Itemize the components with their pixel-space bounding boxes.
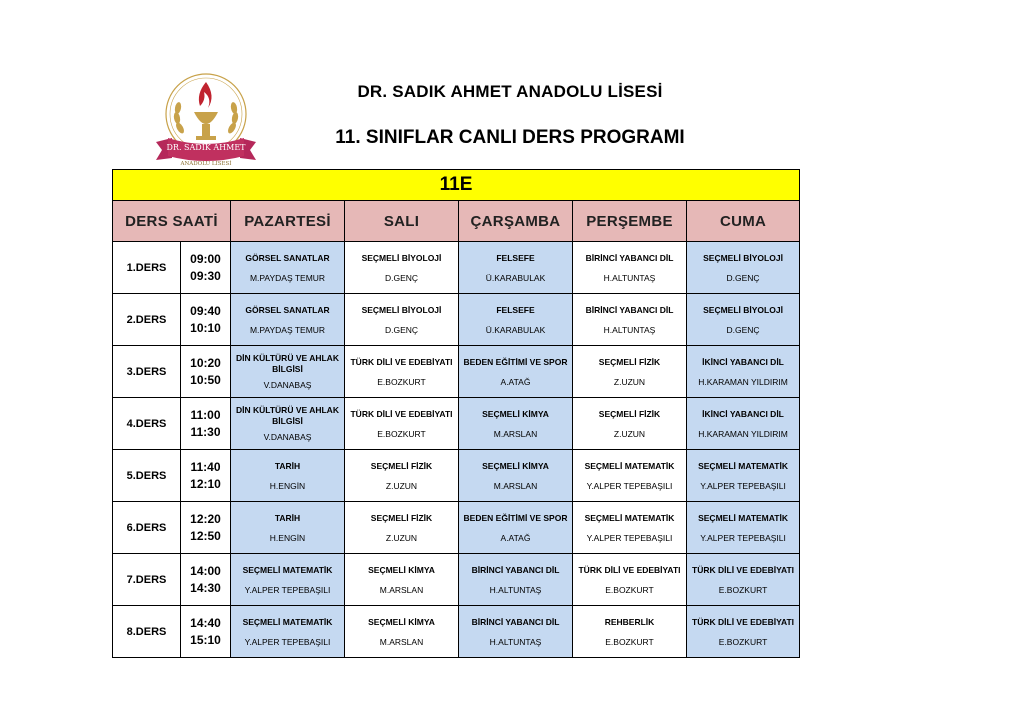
teacher-name: D.GENÇ bbox=[726, 272, 760, 283]
teacher-name: M.PAYDAŞ TEMUR bbox=[249, 324, 326, 335]
teacher-name: Y.ALPER TEPEBAŞILI bbox=[700, 480, 786, 491]
schedule-cell bbox=[573, 502, 687, 554]
lesson-start-time: 09:40 bbox=[190, 303, 221, 318]
subject-name: SEÇMELİ FİZİK bbox=[370, 512, 433, 523]
lesson-end-time: 10:50 bbox=[190, 372, 221, 387]
lesson-label: 5.DERS bbox=[113, 450, 181, 502]
lesson-start-time: 12:20 bbox=[190, 511, 221, 526]
subject-name: SEÇMELİ KİMYA bbox=[482, 408, 549, 419]
schedule-cell bbox=[231, 502, 345, 554]
lesson-end-time: 10:10 bbox=[190, 320, 221, 335]
schedule-cell bbox=[687, 554, 800, 606]
schedule-cell bbox=[345, 398, 459, 450]
schedule-cell bbox=[687, 294, 800, 346]
subject-name: SEÇMELİ FİZİK bbox=[370, 460, 433, 471]
teacher-name: Y.ALPER TEPEBAŞILI bbox=[700, 532, 786, 543]
schedule-cell bbox=[345, 554, 459, 606]
lesson-label: 2.DERS bbox=[113, 294, 181, 346]
teacher-name: H.KARAMAN YILDIRIM bbox=[698, 376, 788, 387]
column-header-ders-saati: DERS SAATİ bbox=[113, 201, 231, 242]
schedule-cell bbox=[231, 606, 345, 658]
lesson-start-time: 10:20 bbox=[190, 355, 221, 370]
lesson-label: 3.DERS bbox=[113, 346, 181, 398]
lesson-start-time: 09:00 bbox=[190, 251, 221, 266]
lesson-row bbox=[113, 346, 800, 398]
school-name: DR. SADIK AHMET ANADOLU LİSESİ bbox=[357, 82, 663, 101]
subject-name: SEÇMELİ MATEMATİK bbox=[242, 616, 333, 627]
schedule-cell bbox=[345, 606, 459, 658]
lesson-end-time: 15:10 bbox=[190, 632, 221, 647]
subject-name: TÜRK DİLİ VE EDEBİYATI bbox=[692, 564, 795, 575]
column-header-carsamba: ÇARŞAMBA bbox=[459, 201, 573, 242]
lesson-label: 8.DERS bbox=[113, 606, 181, 658]
teacher-name: H.ALTUNTAŞ bbox=[489, 584, 542, 595]
lesson-row bbox=[113, 554, 800, 606]
lesson-time bbox=[181, 398, 231, 450]
lesson-time bbox=[181, 450, 231, 502]
schedule-cell bbox=[231, 554, 345, 606]
teacher-name: M.ARSLAN bbox=[493, 480, 538, 491]
schedule-cell bbox=[231, 346, 345, 398]
lesson-row bbox=[113, 294, 800, 346]
lesson-time bbox=[181, 346, 231, 398]
lesson-row bbox=[113, 398, 800, 450]
subject-name: GÖRSEL SANATLAR bbox=[245, 252, 330, 263]
subject-name: BEDEN EĞİTİMİ VE SPOR bbox=[463, 512, 568, 523]
lesson-end-time: 14:30 bbox=[190, 580, 221, 595]
teacher-name: Ü.KARABULAK bbox=[485, 324, 546, 335]
lesson-end-time: 09:30 bbox=[190, 268, 221, 283]
teacher-name: D.GENÇ bbox=[726, 324, 760, 335]
schedule-cell bbox=[231, 450, 345, 502]
subject-name: İKİNCİ YABANCI DİL bbox=[702, 356, 784, 367]
subject-name: SEÇMELİ KİMYA bbox=[368, 564, 435, 575]
teacher-name: E.BOZKURT bbox=[605, 636, 654, 647]
lesson-row bbox=[113, 450, 800, 502]
teacher-name: Y.ALPER TEPEBAŞILI bbox=[586, 480, 673, 491]
subject-name: BİRİNCİ YABANCI DİL bbox=[585, 252, 674, 263]
column-header-persembe: PERŞEMBE bbox=[573, 201, 687, 242]
teacher-name: Z.UZUN bbox=[613, 428, 646, 439]
schedule-cell bbox=[459, 398, 573, 450]
teacher-name: Z.UZUN bbox=[385, 532, 418, 543]
subject-name: FELSEFE bbox=[496, 304, 535, 315]
teacher-name: Z.UZUN bbox=[613, 376, 646, 387]
schedule-cell bbox=[687, 398, 800, 450]
logo-sub-text: ANADOLU LİSESİ bbox=[180, 161, 232, 167]
teacher-name: M.PAYDAŞ TEMUR bbox=[249, 272, 326, 283]
lesson-start-time: 14:00 bbox=[190, 563, 221, 578]
subject-name: GÖRSEL SANATLAR bbox=[245, 304, 330, 315]
teacher-name: E.BOZKURT bbox=[718, 584, 768, 595]
subject-name: BİRİNCİ YABANCI DİL bbox=[471, 616, 560, 627]
schedule-cell bbox=[345, 294, 459, 346]
subject-name: TARİH bbox=[274, 460, 301, 471]
subject-name: BİRİNCİ YABANCI DİL bbox=[471, 564, 560, 575]
teacher-name: D.GENÇ bbox=[384, 324, 419, 335]
lesson-row bbox=[113, 606, 800, 658]
subject-name: TÜRK DİLİ VE EDEBİYATI bbox=[578, 564, 681, 575]
lesson-row bbox=[113, 242, 800, 294]
subject-name: DİN KÜLTÜRÜ VE AHLAK BİLGİSİ bbox=[236, 405, 339, 426]
teacher-name: A.ATAĞ bbox=[500, 532, 531, 543]
subject-name: SEÇMELİ BİYOLOJİ bbox=[703, 252, 783, 263]
lesson-time bbox=[181, 242, 231, 294]
teacher-name: M.ARSLAN bbox=[379, 584, 424, 595]
teacher-name: M.ARSLAN bbox=[379, 636, 424, 647]
schedule-cell bbox=[345, 242, 459, 294]
teacher-name: V.DANABAŞ bbox=[263, 432, 312, 442]
teacher-name: M.ARSLAN bbox=[493, 428, 538, 439]
schedule-cell bbox=[459, 346, 573, 398]
schedule-cell bbox=[231, 242, 345, 294]
lesson-label: 1.DERS bbox=[113, 242, 181, 294]
column-header-cuma: CUMA bbox=[687, 201, 800, 242]
subject-name: BEDEN EĞİTİMİ VE SPOR bbox=[463, 356, 568, 367]
column-header-pazartesi: PAZARTESİ bbox=[231, 201, 345, 242]
schedule-cell bbox=[573, 606, 687, 658]
subject-name: SEÇMELİ FİZİK bbox=[598, 356, 661, 367]
subject-name: SEÇMELİ MATEMATİK bbox=[698, 460, 788, 471]
subject-name: DİN KÜLTÜRÜ VE AHLAK BİLGİSİ bbox=[236, 353, 339, 374]
subject-name: REHBERLİK bbox=[604, 616, 655, 627]
teacher-name: H.ALTUNTAŞ bbox=[603, 324, 656, 335]
lesson-time bbox=[181, 554, 231, 606]
schedule-cell bbox=[345, 346, 459, 398]
logo-name-text: DR. SADIK AHMET bbox=[166, 143, 246, 152]
schedule-cell bbox=[573, 398, 687, 450]
schedule-cell bbox=[687, 606, 800, 658]
schedule-cell bbox=[459, 294, 573, 346]
teacher-name: E.BOZKURT bbox=[718, 636, 768, 647]
school-logo bbox=[150, 68, 262, 168]
teacher-name: E.BOZKURT bbox=[377, 428, 426, 439]
schedule-cell bbox=[459, 502, 573, 554]
teacher-name: Y.ALPER TEPEBAŞILI bbox=[244, 636, 331, 647]
schedule-cell bbox=[573, 294, 687, 346]
subject-name: SEÇMELİ MATEMATİK bbox=[698, 512, 788, 523]
schedule-cell bbox=[573, 554, 687, 606]
schedule-cell bbox=[687, 450, 800, 502]
subject-name: TÜRK DİLİ VE EDEBİYATI bbox=[692, 616, 795, 627]
subject-name: SEÇMELİ MATEMATİK bbox=[242, 564, 333, 575]
teacher-name: V.DANABAŞ bbox=[263, 380, 312, 390]
subject-name: SEÇMELİ KİMYA bbox=[368, 616, 435, 627]
teacher-name: Y.ALPER TEPEBAŞILI bbox=[244, 584, 331, 595]
subject-name: İKİNCİ YABANCI DİL bbox=[702, 408, 784, 419]
teacher-name: H.KARAMAN YILDIRIM bbox=[698, 428, 788, 439]
lesson-start-time: 11:40 bbox=[190, 459, 221, 474]
lesson-end-time: 12:10 bbox=[190, 476, 221, 491]
teacher-name: Z.UZUN bbox=[385, 480, 418, 491]
subject-name: SEÇMELİ KİMYA bbox=[482, 460, 549, 471]
schedule-cell bbox=[573, 450, 687, 502]
lesson-start-time: 11:00 bbox=[190, 407, 221, 422]
schedule-cell bbox=[687, 502, 800, 554]
lesson-row bbox=[113, 502, 800, 554]
teacher-name: H.ALTUNTAŞ bbox=[489, 636, 542, 647]
teacher-name: D.GENÇ bbox=[384, 272, 419, 283]
lesson-time bbox=[181, 606, 231, 658]
teacher-name: H.ALTUNTAŞ bbox=[603, 272, 656, 283]
schedule-cell bbox=[231, 398, 345, 450]
teacher-name: E.BOZKURT bbox=[605, 584, 654, 595]
lesson-end-time: 12:50 bbox=[190, 528, 221, 543]
teacher-name: H.ENGİN bbox=[269, 532, 306, 543]
schedule-cell bbox=[459, 554, 573, 606]
subject-name: TÜRK DİLİ VE EDEBİYATI bbox=[350, 408, 453, 419]
column-header-sali: SALI bbox=[345, 201, 459, 242]
class-name: 11E bbox=[113, 170, 800, 201]
subject-name: SEÇMELİ MATEMATİK bbox=[584, 460, 675, 471]
subject-name: SEÇMELİ BİYOLOJİ bbox=[361, 304, 442, 315]
subject-name: BİRİNCİ YABANCI DİL bbox=[585, 304, 674, 315]
teacher-name: E.BOZKURT bbox=[377, 376, 426, 387]
lesson-label: 4.DERS bbox=[113, 398, 181, 450]
lesson-label: 6.DERS bbox=[113, 502, 181, 554]
schedule-table bbox=[112, 169, 800, 658]
schedule-cell bbox=[345, 450, 459, 502]
teacher-name: A.ATAĞ bbox=[500, 376, 531, 387]
schedule-cell bbox=[459, 242, 573, 294]
subject-name: SEÇMELİ MATEMATİK bbox=[584, 512, 675, 523]
schedule-cell bbox=[573, 242, 687, 294]
lesson-time bbox=[181, 294, 231, 346]
teacher-name: H.ENGİN bbox=[269, 480, 306, 491]
lesson-end-time: 11:30 bbox=[190, 424, 221, 439]
subject-name: FELSEFE bbox=[496, 252, 535, 263]
subject-name: SEÇMELİ BİYOLOJİ bbox=[703, 304, 783, 315]
schedule-cell bbox=[687, 346, 800, 398]
teacher-name: Y.ALPER TEPEBAŞILI bbox=[586, 532, 673, 543]
subject-name: SEÇMELİ FİZİK bbox=[598, 408, 661, 419]
schedule-cell bbox=[573, 346, 687, 398]
subject-name: TÜRK DİLİ VE EDEBİYATI bbox=[350, 356, 453, 367]
schedule-cell bbox=[345, 502, 459, 554]
lesson-time bbox=[181, 502, 231, 554]
subject-name: TARİH bbox=[274, 512, 301, 523]
schedule-cell bbox=[231, 294, 345, 346]
schedule-cell bbox=[459, 450, 573, 502]
lesson-label: 7.DERS bbox=[113, 554, 181, 606]
lesson-start-time: 14:40 bbox=[190, 615, 221, 630]
program-title: 11. SINIFLAR CANLI DERS PROGRAMI bbox=[335, 127, 685, 148]
subject-name: SEÇMELİ BİYOLOJİ bbox=[361, 252, 442, 263]
schedule-cell bbox=[687, 242, 800, 294]
schedule-cell bbox=[459, 606, 573, 658]
teacher-name: Ü.KARABULAK bbox=[485, 272, 546, 283]
